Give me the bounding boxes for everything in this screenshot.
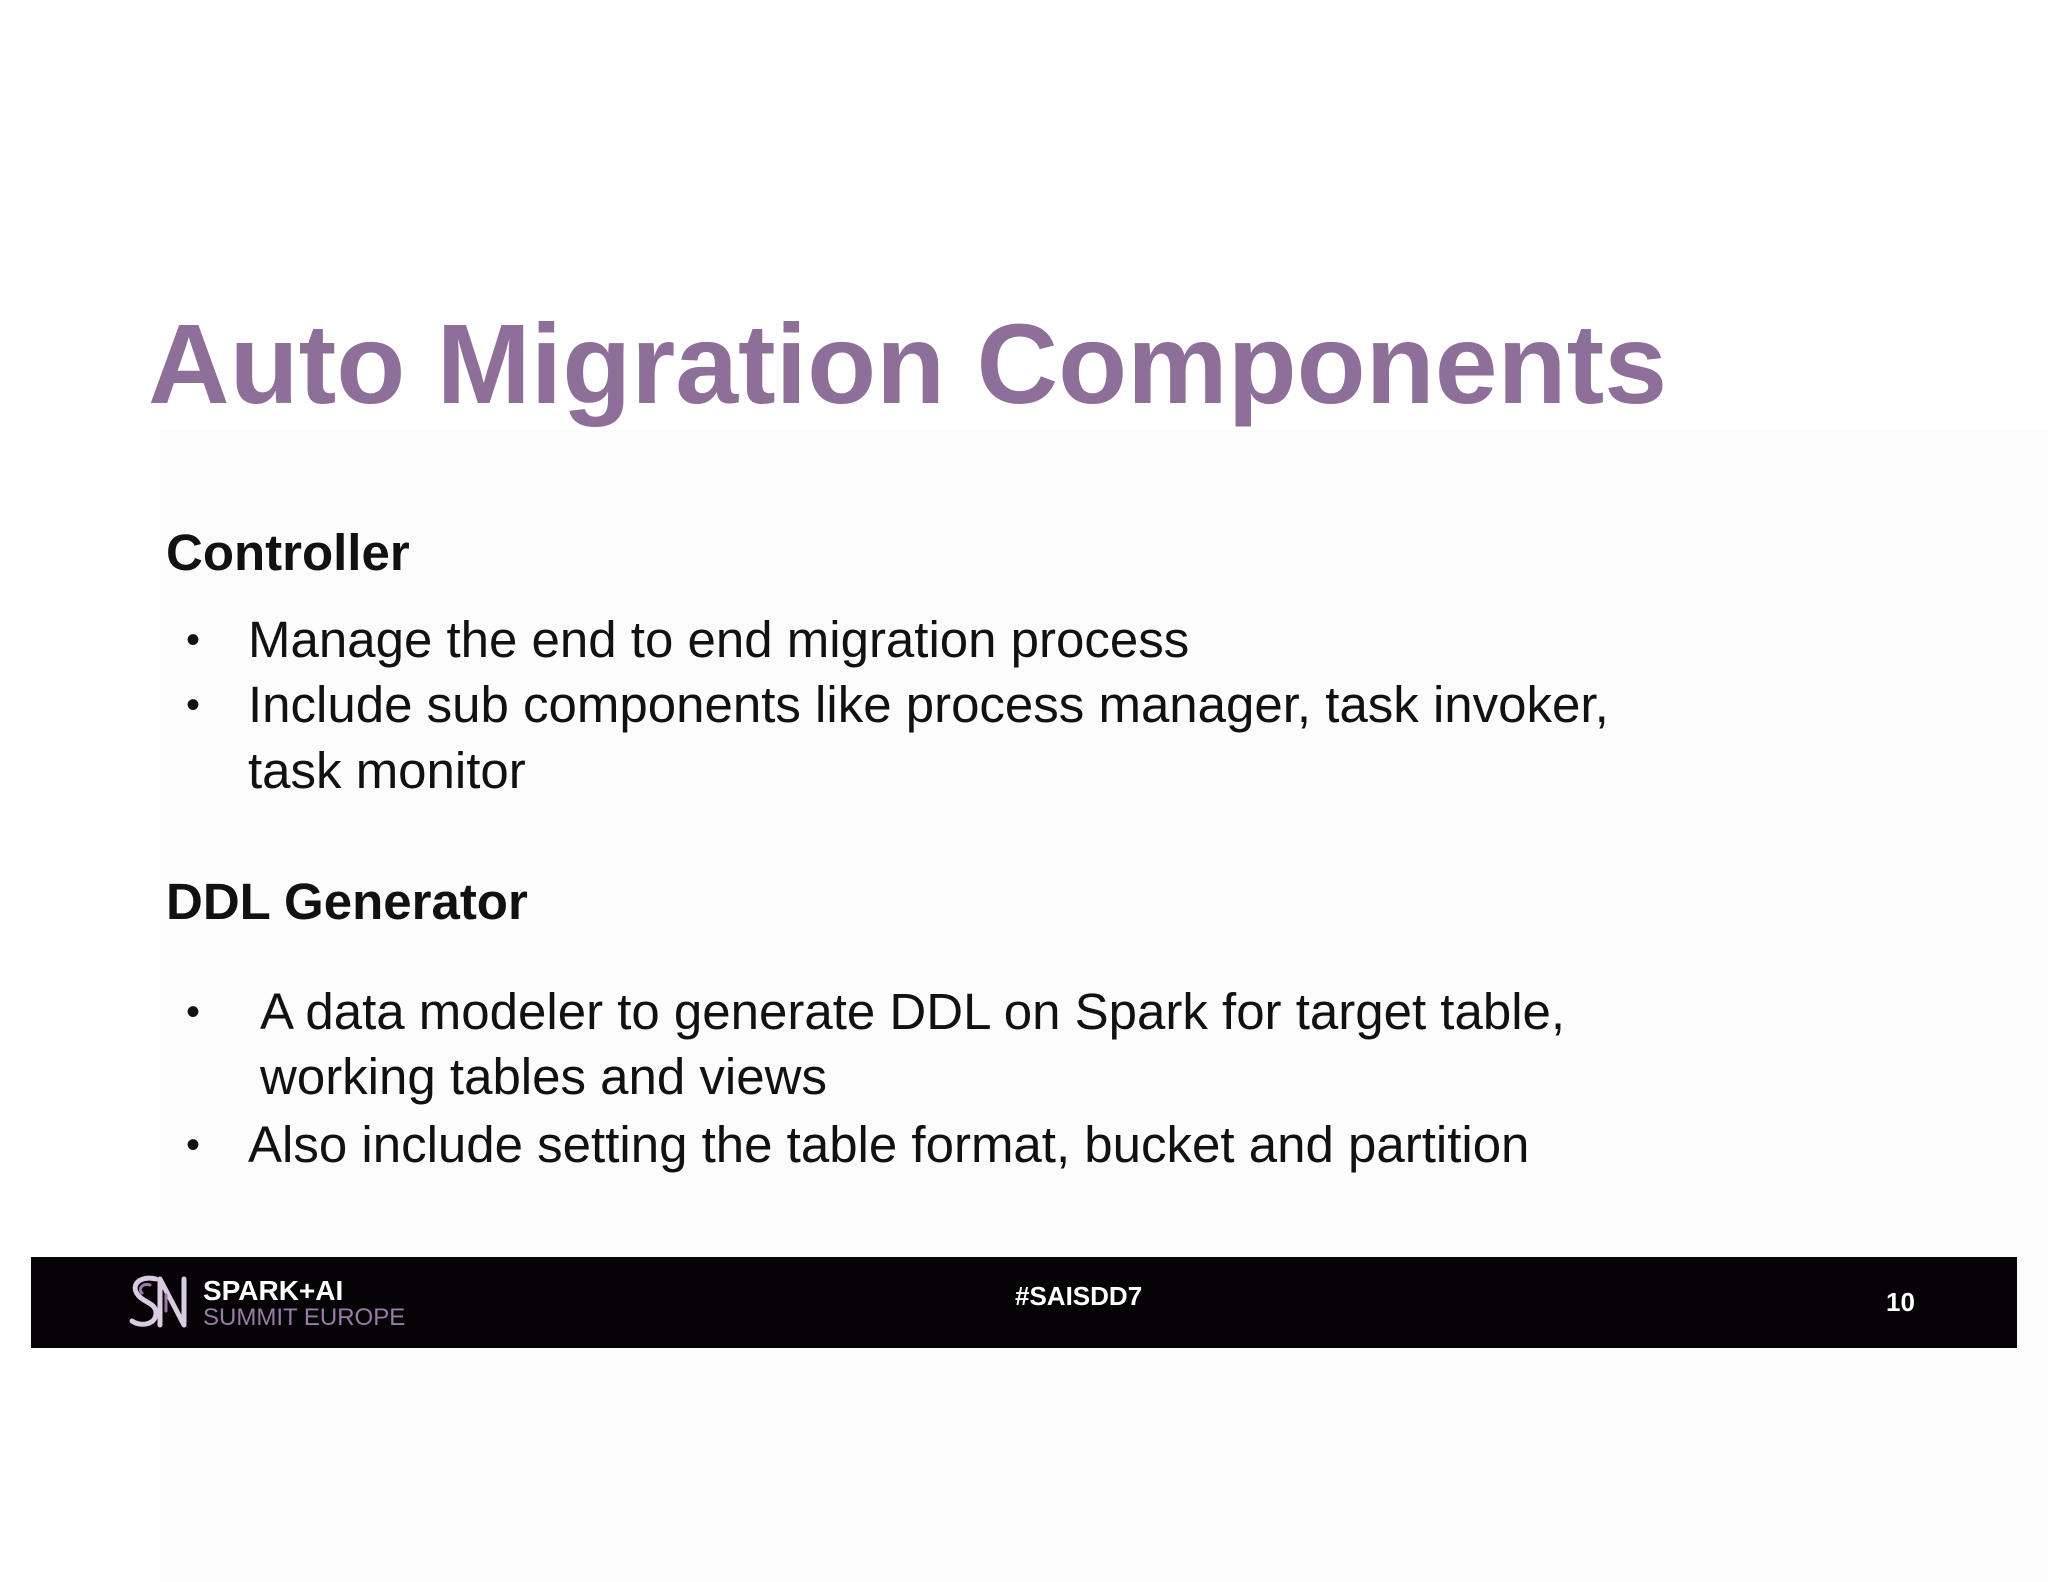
ddl-bullet-1: A data modeler to generate DDL on Spark for target table, [260,983,1566,1040]
footer-bar [31,1257,2017,1348]
page-number: 10 [1886,1287,1915,1317]
bullet-marker: • [186,683,201,727]
bullet-marker: • [186,1123,201,1167]
spark-ai-logo-icon [126,1271,190,1333]
controller-bullet-2: Include sub components like process manager, task invoker, [248,676,1609,733]
slide-title: Auto Migration Components [148,301,1668,427]
bullet-marker: • [186,990,201,1034]
logo-text-summit-europe: SUMMIT EUROPE [203,1304,406,1331]
section-heading-controller: Controller [166,524,410,581]
logo-text-spark-ai: SPARK+AI [203,1275,344,1306]
ddl-bullet-1-continued: working tables and views [260,1048,827,1105]
ddl-bullet-2: Also include setting the table format, bucket and partition [248,1116,1530,1173]
controller-bullet-1: Manage the end to end migration process [248,611,1190,668]
event-hashtag: #SAISDD7 [1015,1281,1143,1311]
bullet-marker: • [186,618,201,662]
controller-bullet-2-continued: task monitor [248,742,526,799]
section-heading-ddl-generator: DDL Generator [166,873,528,930]
